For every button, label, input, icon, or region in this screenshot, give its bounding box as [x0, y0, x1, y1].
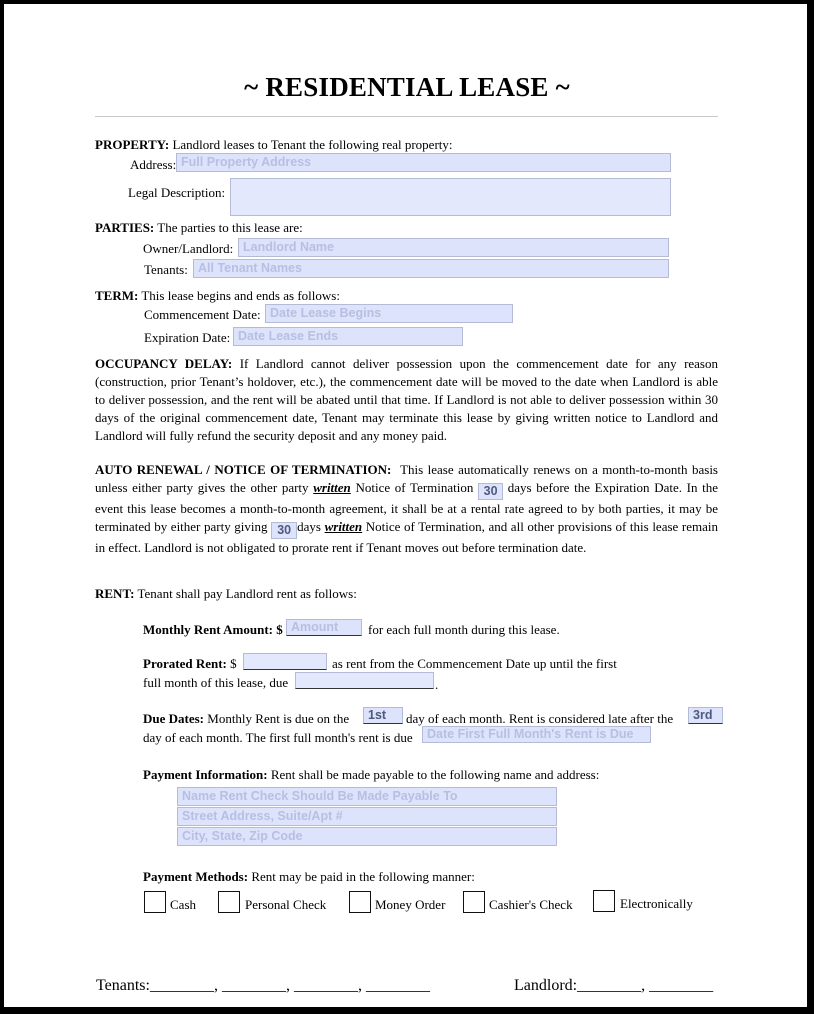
money-order-checkbox[interactable]	[349, 891, 371, 913]
money-order-label: Money Order	[375, 897, 446, 912]
expiration-field[interactable]: Date Lease Ends	[233, 327, 463, 346]
cashiers-check-label: Cashier's Check	[489, 897, 573, 912]
prorated-line-2: full month of this lease, due	[143, 675, 289, 690]
tenants-field[interactable]: All Tenant Names	[193, 259, 669, 278]
prorated-rent-label: Prorated Rent:	[143, 656, 227, 671]
renewal-text-3: days before the Expiration Date. In the event this lease becomes a month-to-month agreement, it shall be at a rental rate agreed to by both parties, it may be terminated by either party giving	[95, 480, 719, 534]
renewal-heading: AUTO RENEWAL / NOTICE OF TERMINATION:	[95, 462, 392, 477]
prorated-dollar: $	[230, 656, 237, 671]
monthly-rent-suffix: for each full month during this lease.	[368, 622, 560, 637]
personal-check-checkbox[interactable]	[218, 891, 240, 913]
payee-name-field[interactable]: Name Rent Check Should Be Made Payable To	[177, 787, 557, 806]
title-divider	[95, 116, 718, 117]
monthly-rent-label: Monthly Rent Amount: $	[143, 622, 283, 637]
term-intro: This lease begins and ends as follows:	[141, 288, 340, 303]
expiration-label: Expiration Date:	[144, 330, 231, 345]
payment-information-label: Payment Information:	[143, 767, 268, 782]
property-intro: Landlord leases to Tenant the following real property:	[172, 137, 453, 152]
prorated-due-field[interactable]	[295, 672, 434, 689]
termination-days-field[interactable]: 30	[271, 522, 297, 539]
late-day-field[interactable]: 3rd	[688, 707, 723, 724]
address-label: Address:	[130, 157, 177, 172]
occupancy-delay-paragraph	[95, 355, 718, 445]
property-section	[95, 136, 453, 153]
due-line-2: day of each month. The first full month's rent is due	[143, 730, 413, 745]
due-day-field[interactable]: 1st	[363, 707, 403, 724]
payment-information-text: Rent shall be made payable to the following name and address:	[270, 767, 600, 782]
document-title: ~ RESIDENTIAL LEASE ~	[244, 72, 570, 102]
electronically-label: Electronically	[620, 896, 693, 911]
payment-methods-text: Rent may be paid in the following manner:	[251, 869, 475, 884]
renewal-text-5: Notice of Termination, and all other provisions of this lease remain in effect. Landlord is not obligated to prorate rent if Tenant moves out before termination date.	[95, 519, 718, 555]
landlord-signature-line[interactable]: Landlord:________, ________	[514, 977, 714, 994]
due-text-2: day of each month. Rent is considered late after the	[406, 711, 674, 726]
notice-days-field[interactable]: 30	[478, 483, 503, 500]
renewal-text-2: Notice of Termination	[355, 480, 474, 495]
term-section	[95, 287, 340, 304]
legal-description-field[interactable]	[230, 178, 671, 216]
auto-renewal-paragraph	[95, 461, 718, 557]
cash-checkbox[interactable]	[144, 891, 166, 913]
parties-section	[95, 219, 303, 236]
legal-description-label: Legal Description:	[128, 185, 226, 200]
address-field[interactable]: Full Property Address	[176, 153, 671, 172]
parties-heading: PARTIES:	[95, 220, 155, 235]
cashiers-check-checkbox[interactable]	[463, 891, 485, 913]
occupancy-heading: OCCUPANCY DELAY:	[95, 356, 233, 371]
parties-intro: The parties to this lease are:	[157, 220, 303, 235]
payee-street-field[interactable]: Street Address, Suite/Apt #	[177, 807, 557, 826]
renewal-written-2: written	[324, 519, 363, 534]
prorated-period: .	[435, 677, 439, 692]
commencement-field[interactable]: Date Lease Begins	[265, 304, 513, 323]
tenants-signature-line[interactable]: Tenants:________, ________, ________, ________	[96, 977, 430, 994]
cash-label: Cash	[170, 897, 196, 912]
due-text-1: Monthly Rent is due on the	[207, 711, 350, 726]
payment-methods-line	[143, 868, 475, 885]
owner-field[interactable]: Landlord Name	[238, 238, 669, 257]
prorated-suffix: as rent from the Commencement Date up until the first	[332, 656, 617, 671]
renewal-written-1: written	[313, 480, 351, 495]
due-dates-label: Due Dates:	[143, 711, 205, 726]
monthly-rent-field[interactable]: Amount	[286, 619, 362, 636]
prorated-rent-field[interactable]	[243, 653, 327, 670]
occupancy-text: If Landlord cannot deliver possession upon the commencement date for any reason (construction, prior Tenant’s holdover, etc.), the commencement date will be moved to the date when Landlord is able to deliver possession, and the rent will be abated until that time. If Landlord is not able to deliver possession within 30 days of the original commencement date, Tenant may terminate this lease by giving written notice to Landlord and Landlord will fully refund the security deposit and any money paid.	[95, 356, 718, 443]
due-dates-line	[143, 710, 349, 727]
personal-check-label: Personal Check	[245, 897, 327, 912]
renewal-text-1: This lease automatically renews on a month-to-month basis unless either party gives the other party	[95, 462, 718, 495]
rent-heading: RENT:	[95, 586, 135, 601]
tenants-label: Tenants:	[144, 262, 188, 277]
owner-label: Owner/Landlord:	[143, 241, 234, 256]
electronically-checkbox[interactable]	[593, 890, 615, 912]
commencement-label: Commencement Date:	[144, 307, 261, 322]
property-heading: PROPERTY:	[95, 137, 170, 152]
payee-city-field[interactable]: City, State, Zip Code	[177, 827, 557, 846]
rent-section	[95, 585, 357, 602]
rent-intro: Tenant shall pay Landlord rent as follows:	[137, 586, 357, 601]
term-heading: TERM:	[95, 288, 139, 303]
first-rent-due-field[interactable]: Date First Full Month's Rent is Due	[422, 726, 651, 743]
payment-information-line	[143, 766, 599, 783]
prorated-rent-line	[143, 655, 237, 672]
renewal-text-4: days	[297, 519, 321, 534]
payment-methods-label: Payment Methods:	[143, 869, 249, 884]
